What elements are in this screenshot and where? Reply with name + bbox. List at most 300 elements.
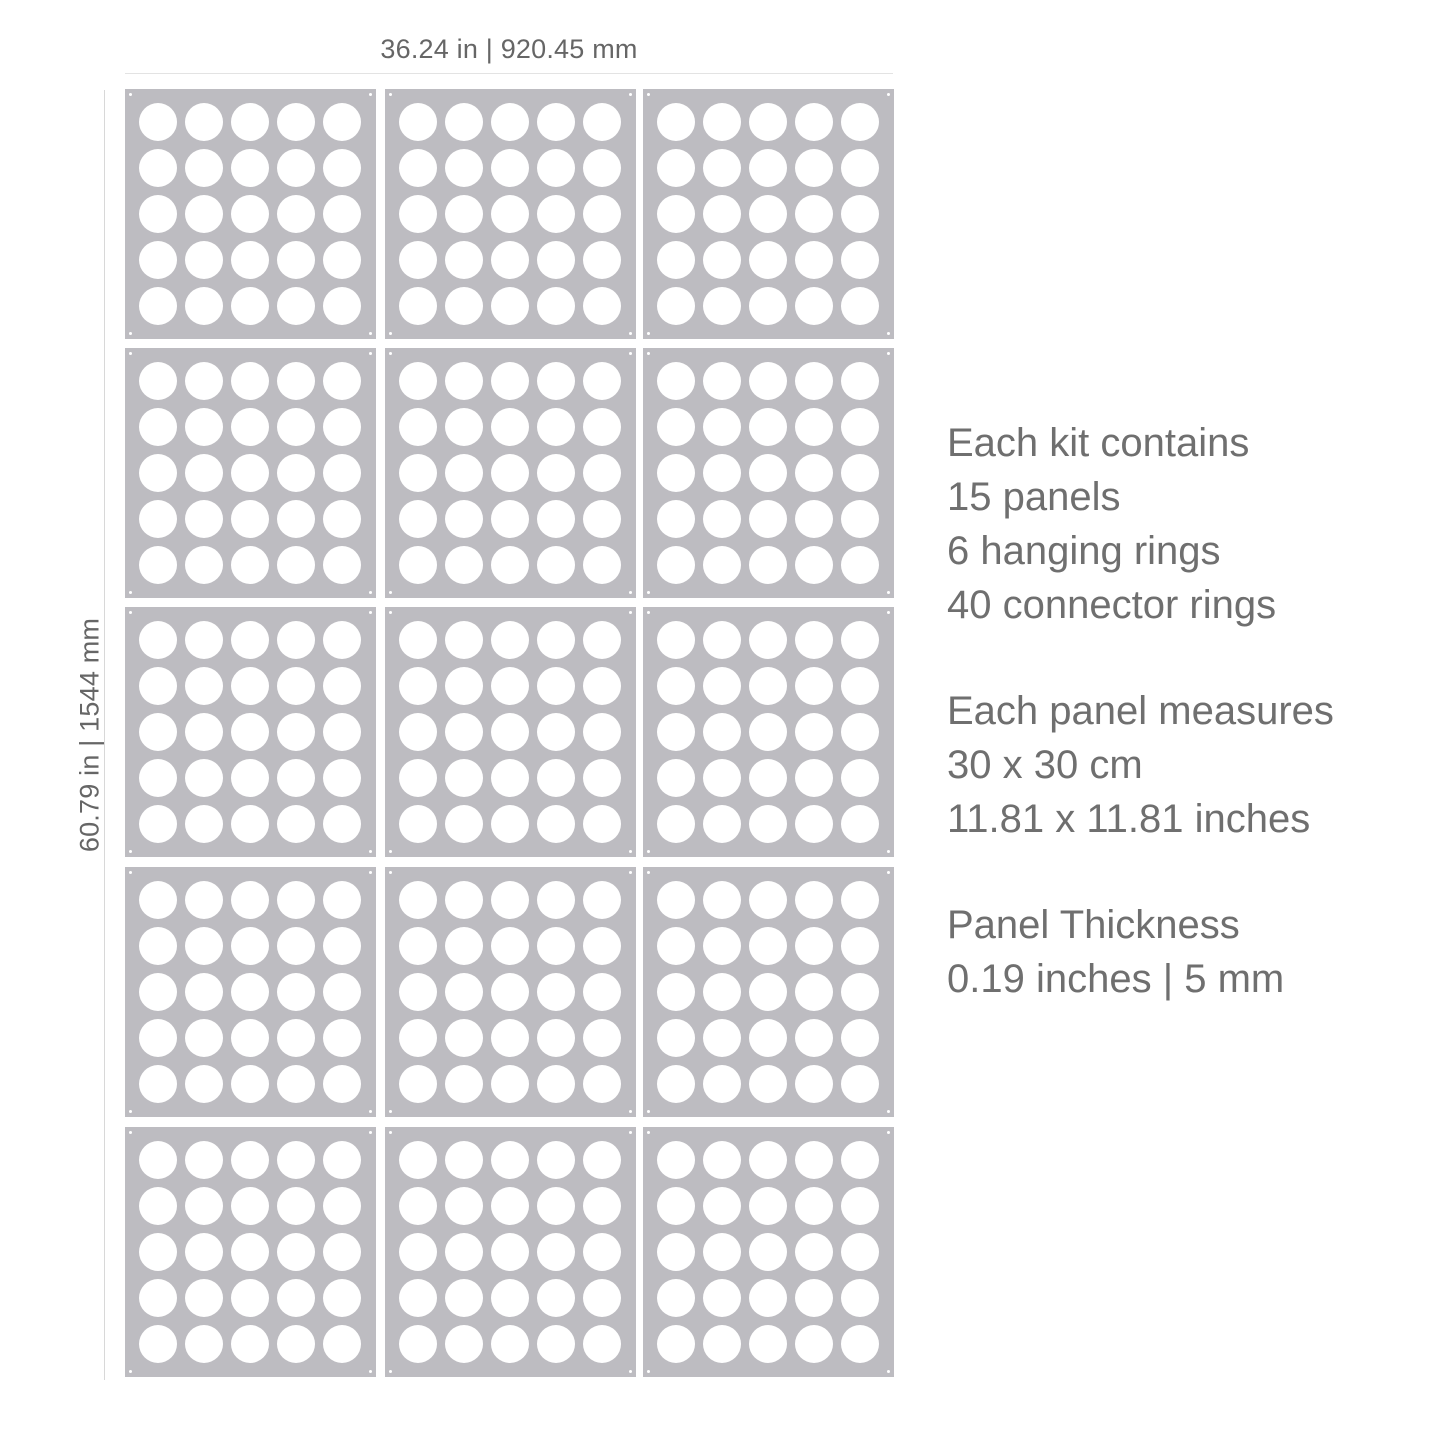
panel-hole xyxy=(795,973,833,1011)
panel-hole xyxy=(399,973,437,1011)
panel-hole xyxy=(703,805,741,843)
panel-hole xyxy=(399,454,437,492)
panel-hole xyxy=(703,621,741,659)
panel-hole xyxy=(323,500,361,538)
panel-hole xyxy=(277,1279,315,1317)
panel-hole xyxy=(841,805,879,843)
panel-hole xyxy=(657,362,695,400)
panel-hole xyxy=(185,1233,223,1271)
panel-hole xyxy=(749,454,787,492)
panel-hole xyxy=(185,1325,223,1363)
panel-hole xyxy=(703,667,741,705)
panel-hole xyxy=(537,621,575,659)
panel-hole xyxy=(231,759,269,797)
panel-hole xyxy=(445,1141,483,1179)
panel-hole xyxy=(139,362,177,400)
panel-hole xyxy=(841,1141,879,1179)
panel-hole xyxy=(749,1325,787,1363)
panel-hole xyxy=(231,1233,269,1271)
panel-hole xyxy=(323,287,361,325)
panel-hole xyxy=(703,454,741,492)
panel-hole xyxy=(445,241,483,279)
panel-hole xyxy=(537,546,575,584)
panel-hole xyxy=(445,759,483,797)
panel-hole xyxy=(583,195,621,233)
panel-hole xyxy=(749,621,787,659)
kit-heading: Each kit contains xyxy=(947,421,1250,465)
panel-hole xyxy=(445,1019,483,1057)
panel-hole xyxy=(277,881,315,919)
panel-hole xyxy=(277,621,315,659)
panel-hole xyxy=(399,546,437,584)
panel-hole xyxy=(139,1279,177,1317)
panel-hole xyxy=(323,1187,361,1225)
panel-hole xyxy=(277,287,315,325)
panel-hole xyxy=(491,667,529,705)
panel-hole xyxy=(703,759,741,797)
panel-hole xyxy=(537,1279,575,1317)
panel-hole xyxy=(537,667,575,705)
panel-connector-hole xyxy=(887,93,890,96)
panel-hole xyxy=(231,454,269,492)
panel-hole xyxy=(231,1065,269,1103)
panel-hole xyxy=(583,1279,621,1317)
panel-hole xyxy=(703,881,741,919)
panel-hole xyxy=(139,1019,177,1057)
panel-hole xyxy=(231,713,269,751)
panel-hole xyxy=(703,287,741,325)
panel-hole xyxy=(703,1065,741,1103)
panel-hole xyxy=(657,500,695,538)
panel-hole xyxy=(323,881,361,919)
panel-hole xyxy=(795,1019,833,1057)
thickness-value: 0.19 inches | 5 mm xyxy=(947,957,1285,1001)
panel-hole xyxy=(185,1141,223,1179)
panel-hole xyxy=(583,973,621,1011)
panel-hole xyxy=(657,927,695,965)
panel-hole xyxy=(841,1325,879,1363)
panel-hole xyxy=(277,973,315,1011)
panel-connector-hole xyxy=(369,352,372,355)
panel-hole xyxy=(399,1325,437,1363)
panel-hole xyxy=(323,1325,361,1363)
panel-connector-hole xyxy=(129,591,132,594)
panel-hole xyxy=(139,195,177,233)
panel-hole xyxy=(399,713,437,751)
panel-hole xyxy=(537,1187,575,1225)
panel-hole xyxy=(185,362,223,400)
panel-hole xyxy=(277,713,315,751)
panel-hole xyxy=(231,973,269,1011)
panel-hole xyxy=(445,287,483,325)
panel-hole xyxy=(231,927,269,965)
panel-connector-hole xyxy=(887,1370,890,1373)
panel-hole xyxy=(795,1233,833,1271)
panel-hole xyxy=(231,667,269,705)
panel-measurements xyxy=(947,684,1427,846)
panel-hole xyxy=(537,1019,575,1057)
panel xyxy=(125,1127,376,1377)
panel-hole xyxy=(185,713,223,751)
panel-hole xyxy=(841,927,879,965)
panel-hole xyxy=(323,1233,361,1271)
panel-hole xyxy=(795,103,833,141)
panel-hole xyxy=(583,927,621,965)
panel-hole xyxy=(399,759,437,797)
panel-hole xyxy=(583,1141,621,1179)
panel-hole xyxy=(491,103,529,141)
panel-hole xyxy=(749,103,787,141)
panel-hole xyxy=(323,1065,361,1103)
panel-hole xyxy=(231,1325,269,1363)
panel-connector-hole xyxy=(129,93,132,96)
panel-hole xyxy=(583,454,621,492)
panel-hole xyxy=(277,759,315,797)
panel-connector-hole xyxy=(129,352,132,355)
panel-connector-hole xyxy=(369,611,372,614)
panel-hole xyxy=(491,1019,529,1057)
panel-hole xyxy=(749,546,787,584)
panel-hole xyxy=(139,973,177,1011)
panel-connector-hole xyxy=(369,332,372,335)
panel-connector-hole xyxy=(369,1110,372,1113)
panel xyxy=(643,1127,894,1377)
panel-hole xyxy=(795,195,833,233)
panel-hole xyxy=(277,195,315,233)
panel-hole xyxy=(749,973,787,1011)
height-dimension-label: 60.79 in | 1544 mm xyxy=(74,617,105,853)
panel-connector-hole xyxy=(629,591,632,594)
panel-hole xyxy=(139,454,177,492)
panel-connector-hole xyxy=(389,93,392,96)
panel-hole xyxy=(399,408,437,446)
panel xyxy=(125,348,376,598)
panel-hole xyxy=(583,667,621,705)
panel-hole xyxy=(491,408,529,446)
panel-hole xyxy=(399,1019,437,1057)
panel-hole xyxy=(139,546,177,584)
panel-hole xyxy=(537,1065,575,1103)
panel-hole xyxy=(657,973,695,1011)
panel-hole xyxy=(537,195,575,233)
panel-hole xyxy=(139,759,177,797)
panel-hole xyxy=(277,805,315,843)
panel-connector-hole xyxy=(887,1131,890,1134)
panel-hole xyxy=(323,1019,361,1057)
panel-hole xyxy=(583,759,621,797)
panel-hole xyxy=(795,621,833,659)
panel-hole xyxy=(491,1233,529,1271)
panel-hole xyxy=(139,1233,177,1271)
panel-hole xyxy=(231,241,269,279)
panel-hole xyxy=(399,241,437,279)
panel-hole xyxy=(657,149,695,187)
panel-hole xyxy=(657,1233,695,1271)
panel-connector-hole xyxy=(389,332,392,335)
panel-hole xyxy=(399,881,437,919)
panel-hole xyxy=(841,454,879,492)
panel-hole xyxy=(795,546,833,584)
panel-hole xyxy=(185,881,223,919)
panel-hole xyxy=(323,103,361,141)
panel-hole xyxy=(139,1141,177,1179)
panel-hole xyxy=(185,500,223,538)
panel-hole xyxy=(399,1065,437,1103)
width-dimension-label: 36.24 in | 920.45 mm xyxy=(380,34,638,64)
panel-connector-hole xyxy=(887,871,890,874)
panel-hole xyxy=(537,149,575,187)
panel-hole xyxy=(795,287,833,325)
panel-hole xyxy=(185,1279,223,1317)
panel-hole xyxy=(749,1233,787,1271)
panel-connector-hole xyxy=(389,871,392,874)
panel-connector-hole xyxy=(647,1131,650,1134)
panel-hole xyxy=(277,1019,315,1057)
panel-hole xyxy=(185,195,223,233)
panel-hole xyxy=(841,149,879,187)
panel-hole xyxy=(583,713,621,751)
panel-hole xyxy=(583,1019,621,1057)
panel-hole xyxy=(185,927,223,965)
panel-hole xyxy=(657,546,695,584)
panel-hole xyxy=(445,149,483,187)
panel-hole xyxy=(445,1187,483,1225)
panel-hole xyxy=(841,1233,879,1271)
panel-hole xyxy=(231,195,269,233)
panel-hole xyxy=(491,1141,529,1179)
panel-connector-hole xyxy=(647,93,650,96)
panel xyxy=(125,867,376,1117)
panel-hole xyxy=(583,1325,621,1363)
panel-hole xyxy=(277,454,315,492)
panel-connector-hole xyxy=(389,611,392,614)
panel-hole xyxy=(231,1279,269,1317)
panel-hole xyxy=(841,759,879,797)
panel-hole xyxy=(795,713,833,751)
panel-hole xyxy=(841,287,879,325)
kit-item-panels: 15 panels xyxy=(947,475,1121,519)
panel-hole xyxy=(231,149,269,187)
panel-hole xyxy=(277,103,315,141)
panel-hole xyxy=(703,927,741,965)
panel-connector-hole xyxy=(887,1110,890,1113)
panel-hole xyxy=(445,546,483,584)
panel xyxy=(643,867,894,1117)
panel-hole xyxy=(185,973,223,1011)
panel-hole xyxy=(749,149,787,187)
panel-hole xyxy=(657,1187,695,1225)
panel-hole xyxy=(185,408,223,446)
panel-hole xyxy=(703,195,741,233)
spec-list xyxy=(947,416,1427,1006)
panel-hole xyxy=(491,759,529,797)
panel-hole xyxy=(185,241,223,279)
panel-hole xyxy=(491,241,529,279)
panel-hole xyxy=(323,149,361,187)
panel-hole xyxy=(841,500,879,538)
panel-hole xyxy=(491,805,529,843)
panel-hole xyxy=(445,713,483,751)
panel-connector-hole xyxy=(629,871,632,874)
panel-hole xyxy=(277,546,315,584)
panel-hole xyxy=(841,881,879,919)
panel-hole xyxy=(537,805,575,843)
panel-hole xyxy=(841,408,879,446)
panel-hole xyxy=(139,103,177,141)
panel-hole xyxy=(185,805,223,843)
panel-hole xyxy=(749,881,787,919)
panel-hole xyxy=(795,1187,833,1225)
panel-hole xyxy=(185,759,223,797)
panel-hole xyxy=(703,973,741,1011)
panel-hole xyxy=(795,1065,833,1103)
panel-hole xyxy=(657,713,695,751)
panel-connector-hole xyxy=(887,352,890,355)
panel-hole xyxy=(657,454,695,492)
panel-hole xyxy=(399,1279,437,1317)
panel-hole xyxy=(703,1019,741,1057)
panel-hole xyxy=(537,362,575,400)
panel-hole xyxy=(231,500,269,538)
panel-hole xyxy=(841,546,879,584)
panel-hole xyxy=(323,621,361,659)
panel-connector-hole xyxy=(129,611,132,614)
panel-connector-hole xyxy=(369,871,372,874)
panel-hole xyxy=(657,408,695,446)
panel-hole xyxy=(185,103,223,141)
panel-hole xyxy=(231,1019,269,1057)
panel-hole xyxy=(277,667,315,705)
panel-hole xyxy=(399,667,437,705)
panel-hole xyxy=(491,881,529,919)
panel-connector-hole xyxy=(887,591,890,594)
panel-hole xyxy=(399,805,437,843)
panel-hole xyxy=(795,408,833,446)
panel-hole xyxy=(491,287,529,325)
panel-connector-hole xyxy=(647,1110,650,1113)
panel-hole xyxy=(399,362,437,400)
panel-hole xyxy=(491,927,529,965)
panel-hole xyxy=(323,241,361,279)
panel-hole xyxy=(399,149,437,187)
panel-hole xyxy=(749,1187,787,1225)
panel-hole xyxy=(323,362,361,400)
panel-hole xyxy=(491,1325,529,1363)
panel-hole xyxy=(323,408,361,446)
panel-hole xyxy=(703,149,741,187)
panel-hole xyxy=(399,927,437,965)
panel-hole xyxy=(399,621,437,659)
panel-hole xyxy=(703,546,741,584)
panel-hole xyxy=(583,621,621,659)
panel-hole xyxy=(277,927,315,965)
panel-hole xyxy=(583,1233,621,1271)
panel-hole xyxy=(139,241,177,279)
panel-hole xyxy=(277,149,315,187)
panel-hole xyxy=(749,500,787,538)
panel-connector-hole xyxy=(389,1370,392,1373)
panel-hole xyxy=(795,1141,833,1179)
panel-connector-hole xyxy=(629,1370,632,1373)
panel-connector-hole xyxy=(129,1110,132,1113)
panel-hole xyxy=(795,241,833,279)
panel-hole xyxy=(583,1187,621,1225)
panel-hole xyxy=(231,621,269,659)
panel-hole xyxy=(399,1187,437,1225)
panel-hole xyxy=(445,881,483,919)
panel-hole xyxy=(445,408,483,446)
panel-hole xyxy=(323,759,361,797)
panel-hole xyxy=(657,1065,695,1103)
panel-hole xyxy=(399,1141,437,1179)
panel-hole xyxy=(323,973,361,1011)
panel-connector-hole xyxy=(647,591,650,594)
panel xyxy=(385,89,636,339)
panel-connector-hole xyxy=(369,93,372,96)
panel-hole xyxy=(703,1187,741,1225)
panel-hole xyxy=(749,195,787,233)
panel-hole xyxy=(749,1019,787,1057)
panel-hole xyxy=(231,1187,269,1225)
panel-hole xyxy=(445,195,483,233)
panel-hole xyxy=(491,713,529,751)
panel-hole xyxy=(795,881,833,919)
panel-hole xyxy=(537,287,575,325)
panel-connector-hole xyxy=(629,93,632,96)
panel-hole xyxy=(323,195,361,233)
kit-item-connector-rings: 40 connector rings xyxy=(947,583,1277,627)
panel-hole xyxy=(277,1141,315,1179)
panel-measure-cm: 30 x 30 cm xyxy=(947,743,1143,787)
panel-hole xyxy=(841,1187,879,1225)
panel-hole xyxy=(139,621,177,659)
panel-connector-hole xyxy=(629,850,632,853)
panel-hole xyxy=(277,1065,315,1103)
panel-hole xyxy=(323,1279,361,1317)
panel-connector-hole xyxy=(647,850,650,853)
panel-hole xyxy=(185,1019,223,1057)
panel-hole xyxy=(537,713,575,751)
panel-connector-hole xyxy=(647,332,650,335)
panel-hole xyxy=(841,973,879,1011)
panel-hole xyxy=(491,195,529,233)
panel-hole xyxy=(749,927,787,965)
panel-hole xyxy=(537,1141,575,1179)
panel-connector-hole xyxy=(647,611,650,614)
panel-hole xyxy=(323,805,361,843)
panel-hole xyxy=(277,241,315,279)
panel-hole xyxy=(231,103,269,141)
panel-measure-heading: Each panel measures xyxy=(947,689,1334,733)
panel-hole xyxy=(445,805,483,843)
panel-hole xyxy=(231,287,269,325)
panel-hole xyxy=(139,149,177,187)
panel-hole xyxy=(445,454,483,492)
panel-hole xyxy=(277,408,315,446)
panel-connector-hole xyxy=(647,352,650,355)
panel-hole xyxy=(445,1065,483,1103)
panel-hole xyxy=(795,362,833,400)
panel-hole xyxy=(657,1019,695,1057)
panel-hole xyxy=(657,287,695,325)
panel-hole xyxy=(703,103,741,141)
panel-hole xyxy=(277,500,315,538)
panel-hole xyxy=(749,287,787,325)
panel-hole xyxy=(491,1279,529,1317)
panel-hole xyxy=(491,546,529,584)
panel-hole xyxy=(139,713,177,751)
panel-connector-hole xyxy=(389,1131,392,1134)
